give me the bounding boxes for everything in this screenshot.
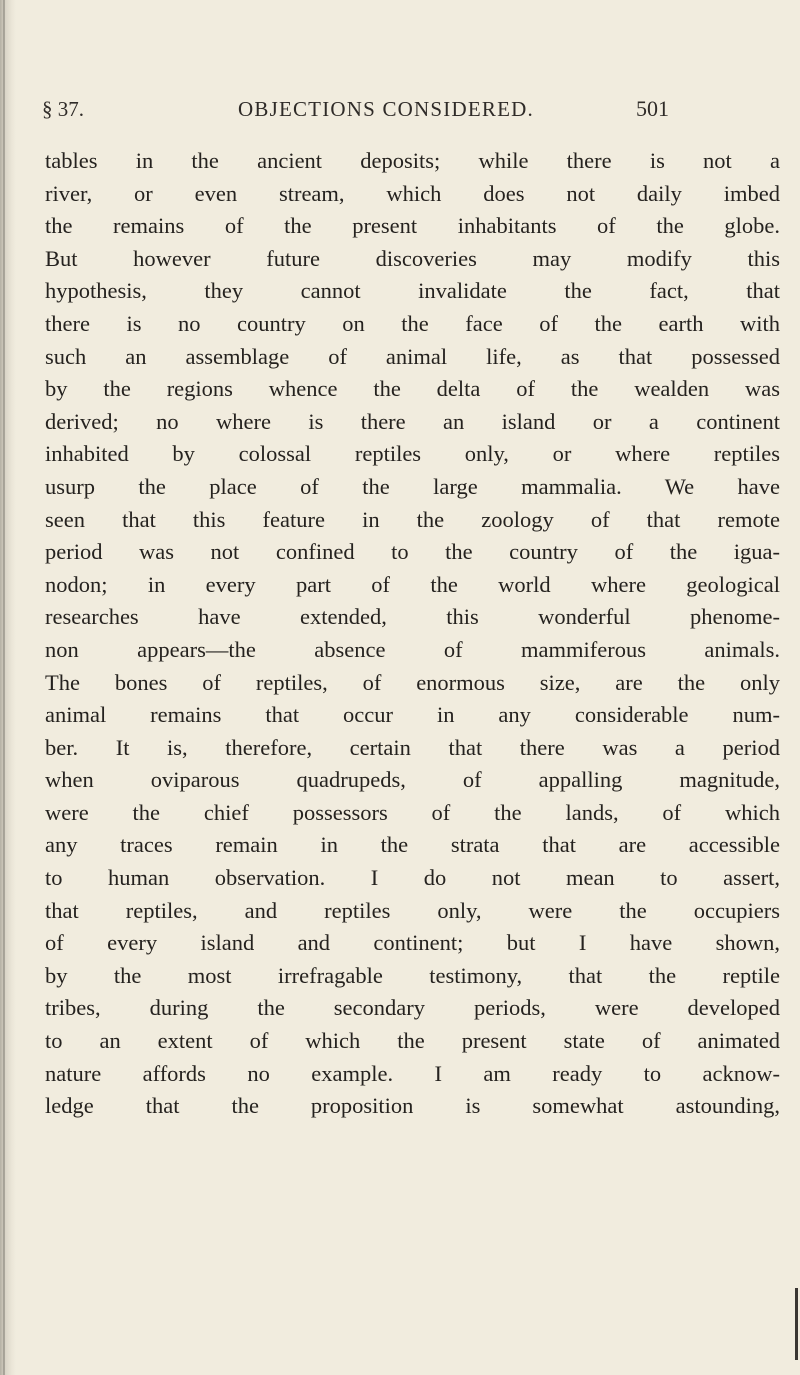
text-line: ber. It is, therefore, certain that there was a period bbox=[45, 734, 780, 760]
text-line: ledge that the proposition is somewhat astounding, bbox=[45, 1093, 780, 1119]
text-line: period was not confined to the country of the igua- bbox=[45, 539, 780, 565]
text-line: river, or even stream, which does not daily imbed bbox=[45, 180, 780, 206]
text-line: of every island and continent; but I have shown, bbox=[45, 930, 780, 956]
text-line: such an assemblage of animal life, as that possessed bbox=[45, 343, 780, 369]
text-line: usurp the place of the large mammalia. We have bbox=[45, 473, 780, 499]
running-title: OBJECTIONS CONSIDERED. bbox=[238, 97, 534, 121]
text-line: hypothesis, they cannot invalidate the fact, that bbox=[45, 278, 780, 304]
text-line: that reptiles, and reptiles only, were the occupiers bbox=[45, 897, 780, 923]
text-line: nature affords no example. I am ready to acknow- bbox=[45, 1060, 780, 1086]
text-line: researches have extended, this wonderful phenome- bbox=[45, 604, 780, 630]
text-line: by the regions whence the delta of the wealden was bbox=[45, 376, 780, 402]
page-number: 501 bbox=[636, 96, 669, 121]
text-line: were the chief possessors of the lands, of which bbox=[45, 799, 780, 825]
text-line: when oviparous quadrupeds, of appalling magnitude, bbox=[45, 767, 780, 793]
text-line: The bones of reptiles, of enormous size, are the only bbox=[45, 669, 780, 695]
binding-edge-line bbox=[3, 0, 5, 1375]
text-line: there is no country on the face of the earth with bbox=[45, 310, 780, 336]
text-line: seen that this feature in the zoology of that remote bbox=[45, 506, 780, 532]
text-line: animal remains that occur in any considerable num- bbox=[45, 702, 780, 728]
text-line: But however future discoveries may modify this bbox=[45, 245, 780, 271]
body-text bbox=[45, 145, 780, 1123]
text-line: tables in the ancient deposits; while there is not a bbox=[45, 148, 780, 173]
text-line: by the most irrefragable testimony, that the reptile bbox=[45, 962, 780, 988]
text-line: the remains of the present inhabitants of the globe. bbox=[45, 213, 780, 239]
text-line: to human observation. I do not mean to assert, bbox=[45, 865, 780, 891]
text-line: derived; no where is there an island or a continent bbox=[45, 408, 780, 434]
right-edge-mark bbox=[795, 1288, 798, 1360]
page-header bbox=[42, 91, 780, 127]
text-line: non appears—the absence of mammiferous animals. bbox=[45, 636, 780, 662]
text-line: inhabited by colossal reptiles only, or where reptiles bbox=[45, 441, 780, 467]
text-line: to an extent of which the present state of animated bbox=[45, 1028, 780, 1054]
section-reference: § 37. bbox=[42, 97, 84, 121]
text-line: any traces remain in the strata that are accessible bbox=[45, 832, 780, 858]
text-line: nodon; in every part of the world where geological bbox=[45, 571, 780, 597]
text-line: tribes, during the secondary periods, were developed bbox=[45, 995, 780, 1021]
